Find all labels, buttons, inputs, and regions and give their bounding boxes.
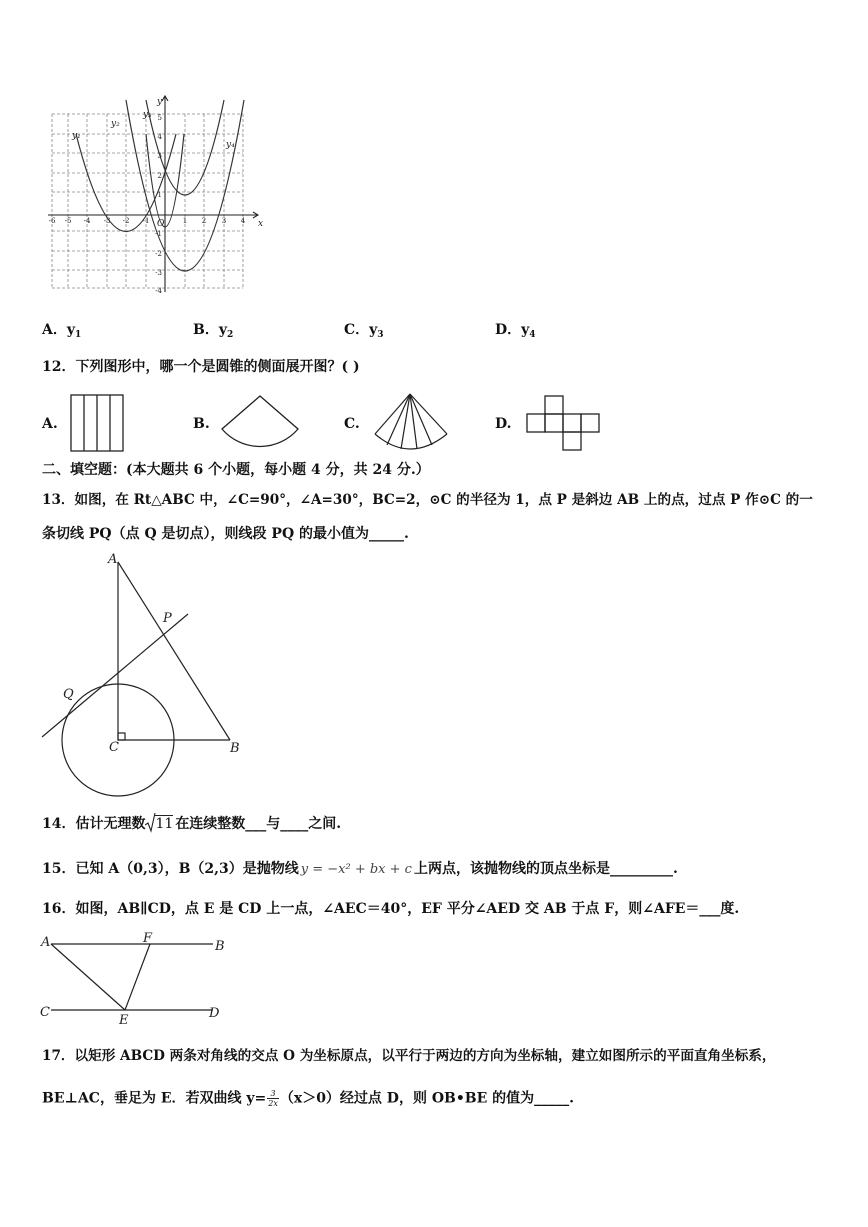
label-Q: Q <box>63 687 74 702</box>
label-E: E <box>119 1013 129 1028</box>
label-B: B <box>215 939 225 954</box>
parabola-formula: y = −x² + bx + c <box>300 862 412 877</box>
q11-option-c[interactable]: C．$y_3$ <box>344 322 384 340</box>
x-tick: 2 <box>201 217 207 225</box>
y-tick: 2 <box>157 172 162 180</box>
x-tick: -1 <box>142 217 150 225</box>
q17-line-2: BE⊥AC，垂足为 E．若双曲线 y= $\frac{3}{2x}$ （x＞0）经过点 D，则 OB•BE 的值为_____. <box>42 1089 575 1108</box>
curve-label-y2: y₂ <box>111 119 120 129</box>
x-tick: 3 <box>221 217 227 225</box>
x-tick: -3 <box>103 217 111 225</box>
q11-function-graph <box>40 90 270 300</box>
curve-label-y3: y₃ <box>143 110 152 120</box>
q17-line-1: 17．以矩形 ABCD 两条对角线的交点 O 为坐标原点，以平行于两边的方向为坐标轴，建立如图所示的平面直角坐标系， <box>42 1048 776 1064</box>
y-tick: -3 <box>155 269 162 277</box>
x-axis-label: x <box>258 219 264 229</box>
label-A: A <box>41 935 51 950</box>
y-tick: 5 <box>157 114 162 122</box>
y-tick: 1 <box>157 191 162 199</box>
x-tick: -2 <box>122 217 130 225</box>
q14-question: 14．估计无理数 11 在连续整数___与____之间. <box>42 815 341 833</box>
y-axis-label: y <box>157 97 163 107</box>
rectangle-with-strips-figure <box>70 394 126 454</box>
x-tick: 1 <box>182 217 188 225</box>
q13-line-1: 13．如图，在 Rt△ABC 中，∠C=90°，∠A=30°，BC=2，⊙C 的半径为 1，点 P 是斜边 AB 上的点，过点 P 作⊙C 的一 <box>42 492 813 508</box>
label-C: C <box>40 1005 50 1020</box>
q15-question: 15．已知 A（0,3），B（2,3）是抛物线 y = −x² + bx + c 上两点，该抛物线的顶点坐标是_________. <box>42 861 678 877</box>
q11-option-d[interactable]: D．$y_4$ <box>495 322 536 340</box>
q12-option-b-label[interactable]: B. <box>193 416 210 432</box>
label-B: B <box>230 741 240 756</box>
fraction: $\frac{3}{2x}$ <box>268 1089 278 1108</box>
q11-option-b[interactable]: B．$y_2$ <box>193 322 234 340</box>
q12-question: 12．下列图形中，哪一个是圆锥的侧面展开图？( ) <box>42 359 360 375</box>
section-2-heading: 二、填空题：(本大题共 6 个小题，每小题 4 分，共 24 分.） <box>42 462 430 478</box>
q12-option-d-label[interactable]: D. <box>495 416 512 432</box>
origin-label: O <box>157 219 165 229</box>
square-root: 11 <box>145 815 173 833</box>
label-C: C <box>109 740 119 755</box>
label-F: F <box>143 931 153 946</box>
x-tick: -5 <box>64 217 72 225</box>
label-D: D <box>209 1006 220 1021</box>
q12-option-a-label[interactable]: A. <box>42 416 58 432</box>
q13-line-2: 条切线 PQ（点 Q 是切点），则线段 PQ 的最小值为_____. <box>42 526 409 542</box>
x-tick: -6 <box>48 217 56 225</box>
y-tick: 3 <box>157 152 162 160</box>
cube-net-figure <box>525 394 605 454</box>
label-A: A <box>108 552 118 567</box>
curve-label-y1: y₁ <box>72 131 81 141</box>
x-tick: -4 <box>83 217 91 225</box>
y-tick: -1 <box>155 230 162 238</box>
q11-option-a[interactable]: A．$y_1$ <box>42 322 82 340</box>
q16-question: 16．如图，AB∥CD，点 E 是 CD 上一点，∠AEC＝40°，EF 平分∠AED 交 AB 于点 F，则∠AFE＝___度. <box>42 901 740 917</box>
y-tick: -4 <box>155 287 162 295</box>
q13-triangle-circle-figure <box>30 548 250 808</box>
x-tick: 4 <box>240 217 246 225</box>
q12-option-c-label[interactable]: C. <box>344 416 360 432</box>
y-tick: 4 <box>157 133 162 141</box>
sector-figure <box>218 394 302 450</box>
cone-lines-figure <box>372 392 452 452</box>
q16-parallel-lines-figure <box>35 928 235 1028</box>
curve-label-y4: y₄ <box>226 140 235 150</box>
label-P: P <box>163 611 172 626</box>
y-tick: -2 <box>155 250 162 258</box>
